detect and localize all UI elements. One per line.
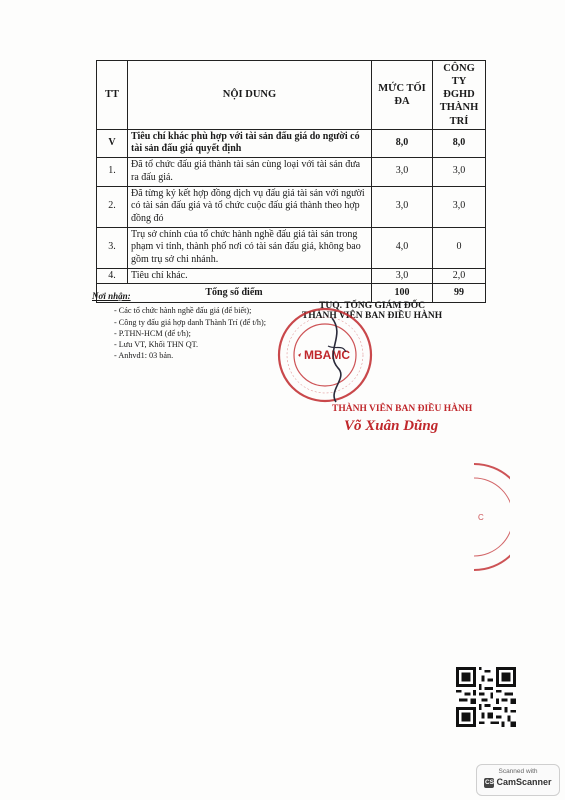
row-max: 3,0 xyxy=(372,157,433,186)
row-content: Tiêu chí khác. xyxy=(128,268,372,284)
total-label: Tổng số điểm xyxy=(97,284,372,303)
total-score: 99 xyxy=(433,284,486,303)
total-max: 100 xyxy=(372,284,433,303)
recipient-item: - Các tổ chức hành nghề đấu giá (để biết); xyxy=(114,306,252,316)
row-tt: 4. xyxy=(97,268,128,284)
table-row xyxy=(97,268,486,284)
row-score: 3,0 xyxy=(433,157,486,186)
camscanner-watermark xyxy=(476,764,560,796)
table-row xyxy=(97,129,486,157)
table-row xyxy=(97,227,486,268)
header-content: NỘI DUNG xyxy=(128,61,372,130)
header-max-score: MỨC TỐI ĐA xyxy=(372,61,433,130)
row-score: 3,0 xyxy=(433,186,486,227)
table-header-row xyxy=(97,61,486,130)
row-score: 2,0 xyxy=(433,268,486,284)
header-tt: TT xyxy=(97,61,128,130)
row-max: 3,0 xyxy=(372,186,433,227)
row-content: Đã từng ký kết hợp đồng dịch vụ đấu giá tài sản với người có tài sản đấu giá và tổ chức cuộc đấu giá thành theo hợp đồng đó xyxy=(128,186,372,227)
row-score: 0 xyxy=(433,227,486,268)
recipient-item: - Anhvd1: 03 bản. xyxy=(114,351,174,361)
row-score: 8,0 xyxy=(433,129,486,157)
table-row xyxy=(97,157,486,186)
recipient-item: - Lưu VT, Khối THN QT. xyxy=(114,340,199,349)
row-tt: V xyxy=(97,129,128,157)
qr-code-icon xyxy=(456,667,516,727)
row-tt: 3. xyxy=(97,227,128,268)
company-seal-icon xyxy=(276,306,374,404)
table-row xyxy=(97,186,486,227)
scoring-table xyxy=(96,60,486,303)
row-tt: 1. xyxy=(97,157,128,186)
signer-role: THÀNH VIÊN BAN ĐIỀU HÀNH xyxy=(332,404,473,414)
page-seal-fragment-icon xyxy=(470,462,510,572)
svg-text:C: C xyxy=(478,513,484,522)
row-max: 3,0 xyxy=(372,268,433,284)
header-company: CÔNG TY ĐGHD THÀNH TRÍ xyxy=(433,61,486,130)
signature-authority: TUQ. TỔNG GIÁM ĐỐC xyxy=(319,301,425,311)
camscanner-logo-icon: CS xyxy=(484,778,494,786)
row-content: Đã tổ chức đấu giá thành tài sản cùng loại với tài sản đưa ra đấu giá. xyxy=(128,157,372,186)
camscanner-line2: CamScanner xyxy=(496,777,552,787)
recipients-block xyxy=(92,291,292,363)
row-max: 8,0 xyxy=(372,129,433,157)
row-max: 4,0 xyxy=(372,227,433,268)
seal-logo-text: MBAMC xyxy=(304,348,350,362)
row-content: Tiêu chí khác phù hợp với tài sản đấu giá do người có tài sản đấu giá quyết định xyxy=(128,129,372,157)
row-content: Trụ sở chính của tổ chức hành nghề đấu giá tài sản trong phạm vi tỉnh, thành phố nơi có tài sản đấu giá, không bao gồm trụ sở chi nhánh. xyxy=(128,227,372,268)
recipients-title: Nơi nhận: xyxy=(92,291,131,301)
signature-title: THÀNH VIÊN BAN ĐIỀU HÀNH xyxy=(301,311,443,321)
recipients-list xyxy=(92,306,292,361)
camscanner-line1: Scanned with xyxy=(498,768,538,775)
recipient-item: - Công ty đấu giá hợp danh Thành Trí (để t/h); xyxy=(114,317,266,327)
recipient-item: - P.THN-HCM (để t/h); xyxy=(114,328,191,338)
row-tt: 2. xyxy=(97,186,128,227)
signer-name: Võ Xuân Dũng xyxy=(344,418,439,434)
